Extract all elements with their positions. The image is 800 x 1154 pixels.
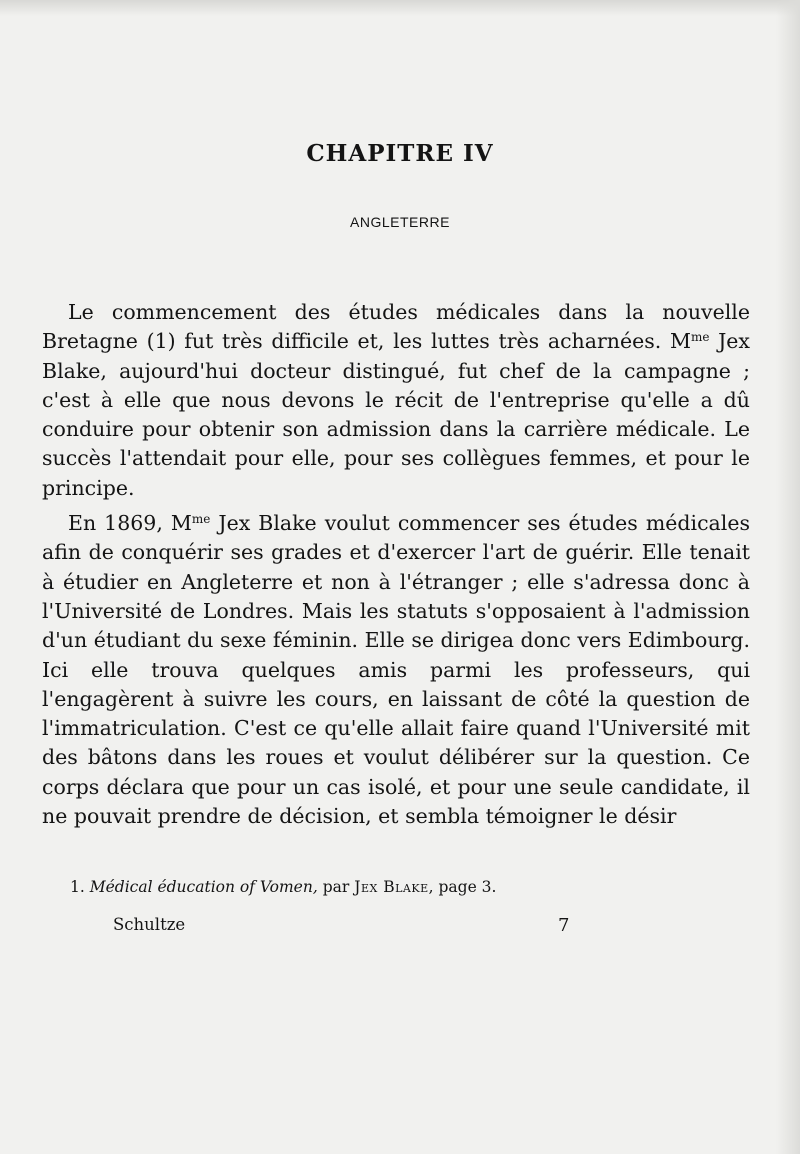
- chapter-title: CHAPITRE IV: [306, 140, 494, 167]
- footnote-title: Médical éducation of Vomen,: [89, 878, 318, 896]
- page-shadow-top: [0, 0, 800, 16]
- body-text: [42, 298, 750, 831]
- footnote: [70, 878, 496, 896]
- footnote-author: Jex Blake: [354, 878, 429, 896]
- printer-signature: Schultze: [113, 915, 186, 934]
- section-title: ANGLETERRE: [350, 214, 450, 230]
- paragraph-2: En 1869, $M^{me}$ Jex Blake voulut commencer ses études médicales afin de conquérir ses grades et d'exercer l'art de guérir. Elle tenait à étudier en Angleterre et non à l'étranger ; elle s'adressa donc à l'Université de Londres. Mais les statuts s'opposaient à l'admission d'un étudiant du sexe féminin. Elle se dirigea donc vers Edimbourg. Ici elle trouva quelques amis parmi les professeurs, qui l'engagèrent à suivre les cours, en laissant de côté la question de l'immatriculation. C'est ce qu'elle allait faire quand l'Université mit des bâtons dans les roues et voulut délibérer sur la question. Ce corps déclara que pour un cas isolé, et pour une seule candidate, il ne pouvait prendre de décision, et sembla témoigner le désir: [42, 511, 750, 829]
- page-shadow-right: [776, 0, 800, 1154]
- paragraph-1: Le commencement des études médicales dans la nouvelle Bretagne (1) fut très difficile et, les luttes très acharnées. $M^{me}$ Jex Blake, aujourd'hui docteur distingué, fut chef de la campagne ; c'est à elle que nous devons le récit de l'entreprise qu'elle a dû conduire pour obtenir son admission dans la carrière médicale. Le succès l'attendait pour elle, pour ses collègues femmes, et pour le principe.: [42, 300, 750, 500]
- footnote-number: 1.: [70, 878, 85, 896]
- footnote-by: par: [322, 878, 350, 896]
- sheet-number: 7: [558, 915, 570, 936]
- superscript-me: me: [191, 512, 211, 527]
- footnote-page: , page 3.: [428, 878, 497, 896]
- superscript-me: me: [690, 330, 710, 345]
